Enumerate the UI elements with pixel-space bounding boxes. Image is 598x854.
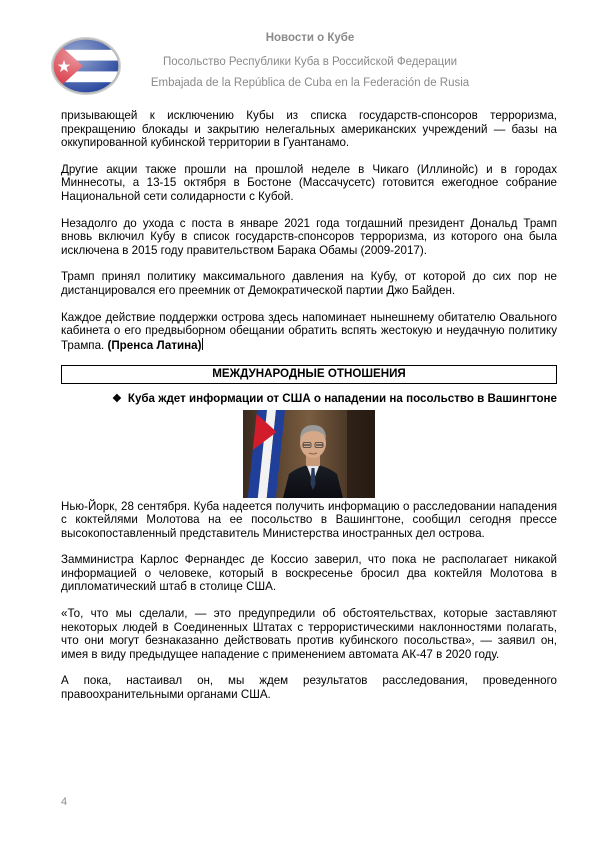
document-body <box>61 109 557 715</box>
official-portrait-photo <box>243 410 375 498</box>
body-paragraph: Другие акции также прошли на прошлой неделе в Чикаго (Иллинойс) и в городах Миннесоты, а 13-15 октября в Бостоне (Массачусетс) готовится ежегодное собрание Национальной сети солидарности с Кубой. <box>61 162 557 203</box>
article-headline-text: Куба ждет информации от США о нападении на посольство в Вашингтоне <box>127 391 557 405</box>
section-title: МЕЖДУНАРОДНЫЕ ОТНОШЕНИЯ <box>212 367 406 381</box>
body-paragraph: Трамп принял политику максимального давления на Кубу, от которой до сих пор не дистанцировался его преемник от Демократической партии Джо Байден. <box>61 270 557 297</box>
cuba-flag-logo-icon <box>50 36 122 96</box>
embassy-name-ru: Посольство Республики Куба в Российской Федерации <box>162 56 458 68</box>
article-photo <box>243 410 375 498</box>
article-paragraph: «То, что мы сделали, — это предупредили об обстоятельствах, которые заставляют некоторых людей в Соединенных Штатах с террористическими наклонностями полагать, что они могут безнаказанно действовать против кубинского посольства», — заявил он, имея в виду предыдущее нападение с применением автомата АК-47 в 2020 году. <box>61 607 557 661</box>
section-title-box <box>61 365 557 384</box>
diamond-bullet-icon: ❖ <box>112 392 122 405</box>
article-headline <box>61 392 557 407</box>
article-paragraph: Замминистра Карлос Фернандес де Коссио заверил, что пока не располагает никакой информацией о человеке, который в воскресенье бросил два коктейля Молотова в дипломатический штаб в столице США. <box>61 553 557 594</box>
article-paragraph: А пока, настаивал он, мы ждем результатов расследования, проведенного правоохранительными органами США. <box>61 674 557 702</box>
body-paragraph: Незадолго до ухода с поста в январе 2021 года тогдашний президент Дональд Трамп вновь включил Кубу в список государств-спонсоров терроризма, из которого она была исключена в 2015 году правительством Барака Обамы (2009-2017). <box>61 216 557 257</box>
embassy-name-es: Embajada de la República de Cuba en la Federación de Rusia <box>150 77 470 89</box>
source-attribution: (Пренса Латина) <box>107 338 202 352</box>
newsletter-title: Новости о Кубе <box>265 32 355 44</box>
article-paragraph: Нью-Йорк, 28 сентября. Куба надеется получить информацию о расследовании нападения с коктейлями Молотова на ее посольство в Вашингтоне, сообщил сегодня прессе высокопоставленный представитель Министерства иностранных дел острова. <box>61 499 557 540</box>
text-cursor <box>202 338 203 350</box>
page-number: 4 <box>61 796 68 808</box>
closing-paragraph <box>61 311 557 353</box>
page-header <box>0 0 598 100</box>
closing-paragraph-text: Каждое действие поддержки острова здесь напоминает нынешнему обитателю Овального кабинета о его предвыборном обещании обратить вспять жестокую и неудачную политику Трампа. <box>61 310 557 352</box>
body-paragraph: призывающей к исключению Кубы из списка государств-спонсоров терроризма, прекращению блокады и закрытию нелегальных американских учреждений — базы на оккупированной кубинской территории в Гуантанамо. <box>61 109 557 150</box>
